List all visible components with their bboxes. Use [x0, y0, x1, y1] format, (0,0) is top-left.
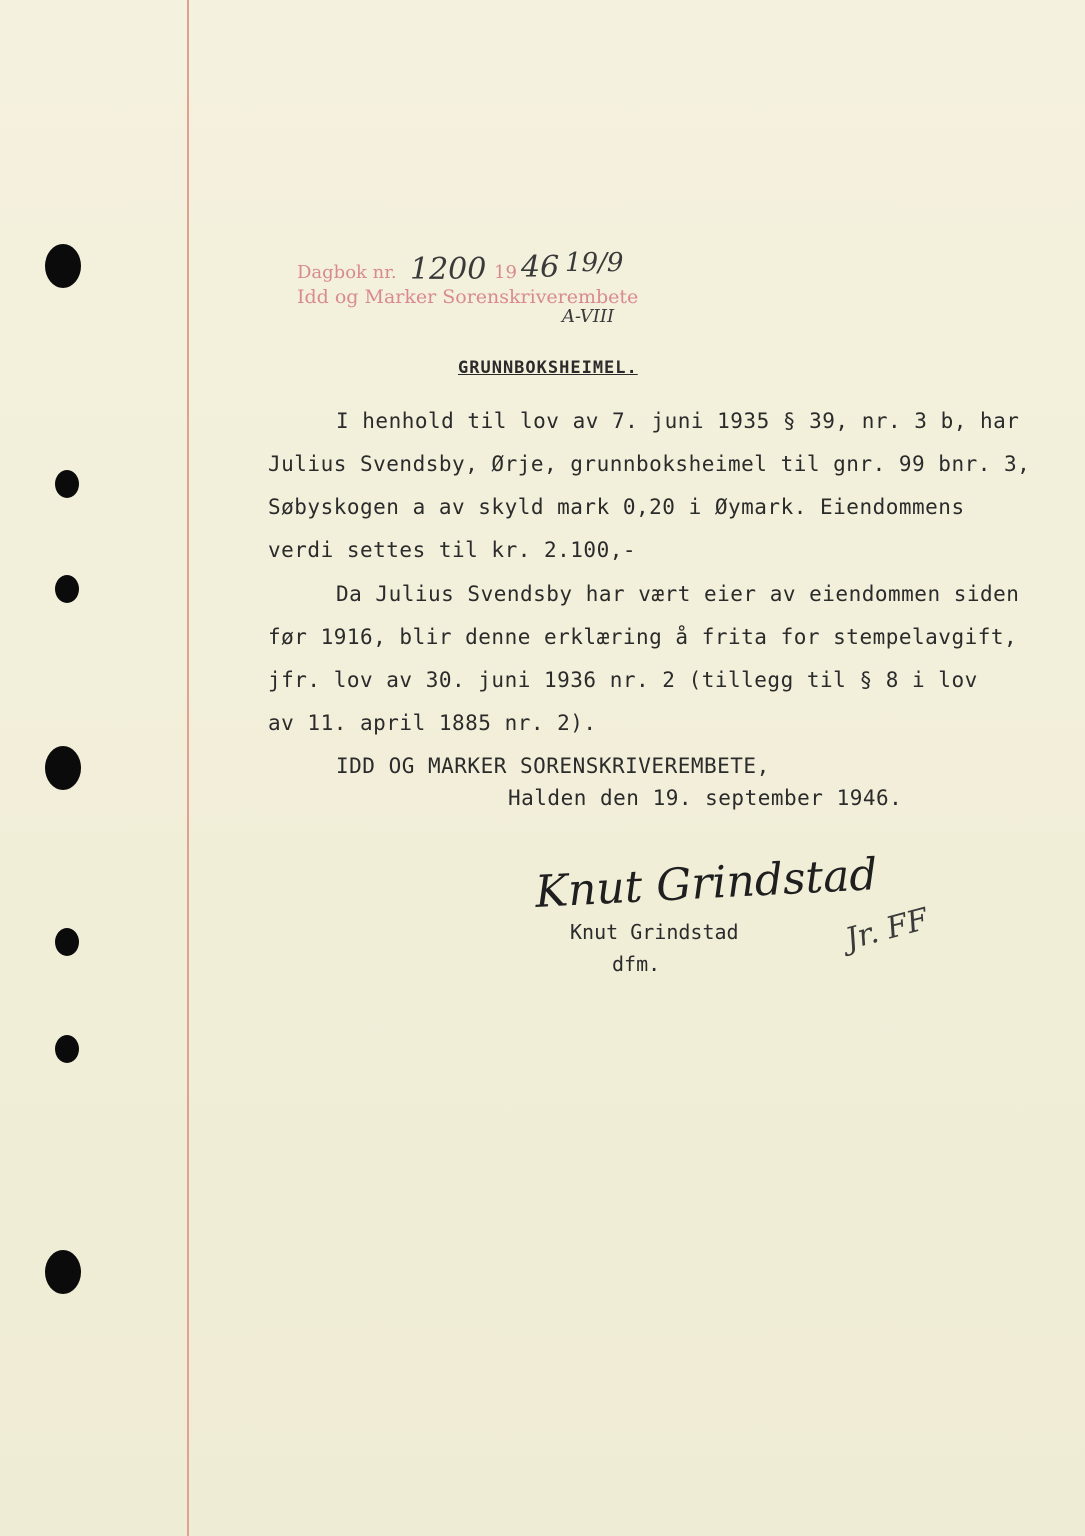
stamp-label-dagbok: Dagbok nr.	[297, 262, 397, 283]
document-title: GRUNNBOKSHEIMEL.	[458, 358, 638, 378]
body-line: før 1916, blir denne erklæring å frita for stempelavgift,	[268, 625, 1018, 649]
punch-hole	[55, 575, 79, 603]
body-line: Søbyskogen a av skyld mark 0,20 i Øymark. Eiendommens	[268, 495, 965, 519]
margin-line	[187, 0, 189, 1536]
place-date: Halden den 19. september 1946.	[508, 786, 903, 810]
body-line: jfr. lov av 30. juni 1936 nr. 2 (tillegg til § 8 i lov	[268, 668, 978, 692]
body-line: I henhold til lov av 7. juni 1935 § 39, nr. 3 b, har	[336, 409, 1020, 433]
signer-name: Knut Grindstad	[570, 920, 739, 944]
punch-hole	[45, 1250, 81, 1294]
signer-title: dfm.	[612, 952, 661, 976]
punch-hole	[55, 1035, 79, 1063]
stamp-date-note: 19/9	[565, 248, 624, 278]
handwritten-signature: Knut Grindstad	[533, 849, 879, 918]
body-line: Da Julius Svendsby har vært eier av eiendommen siden	[336, 582, 1020, 606]
punch-hole	[45, 244, 81, 288]
office-name: IDD OG MARKER SORENSKRIVEREMBETE,	[336, 754, 770, 778]
punch-hole	[55, 470, 79, 498]
stamp-year-prefix: 19	[494, 262, 517, 283]
body-line: av 11. april 1885 nr. 2).	[268, 711, 597, 735]
punch-hole	[45, 746, 81, 790]
stamp-office: Idd og Marker Sorenskriverembete	[297, 286, 639, 308]
punch-hole	[55, 928, 79, 956]
stamp-code: A-VIII	[562, 306, 615, 327]
stamp-number: 1200	[410, 252, 487, 287]
body-line: Julius Svendsby, Ørje, grunnboksheimel til gnr. 99 bnr. 3,	[268, 452, 1031, 476]
initials-note: Jr. FF	[841, 901, 932, 958]
stamp-year-suffix: 46	[521, 250, 560, 285]
body-line: verdi settes til kr. 2.100,-	[268, 538, 637, 562]
